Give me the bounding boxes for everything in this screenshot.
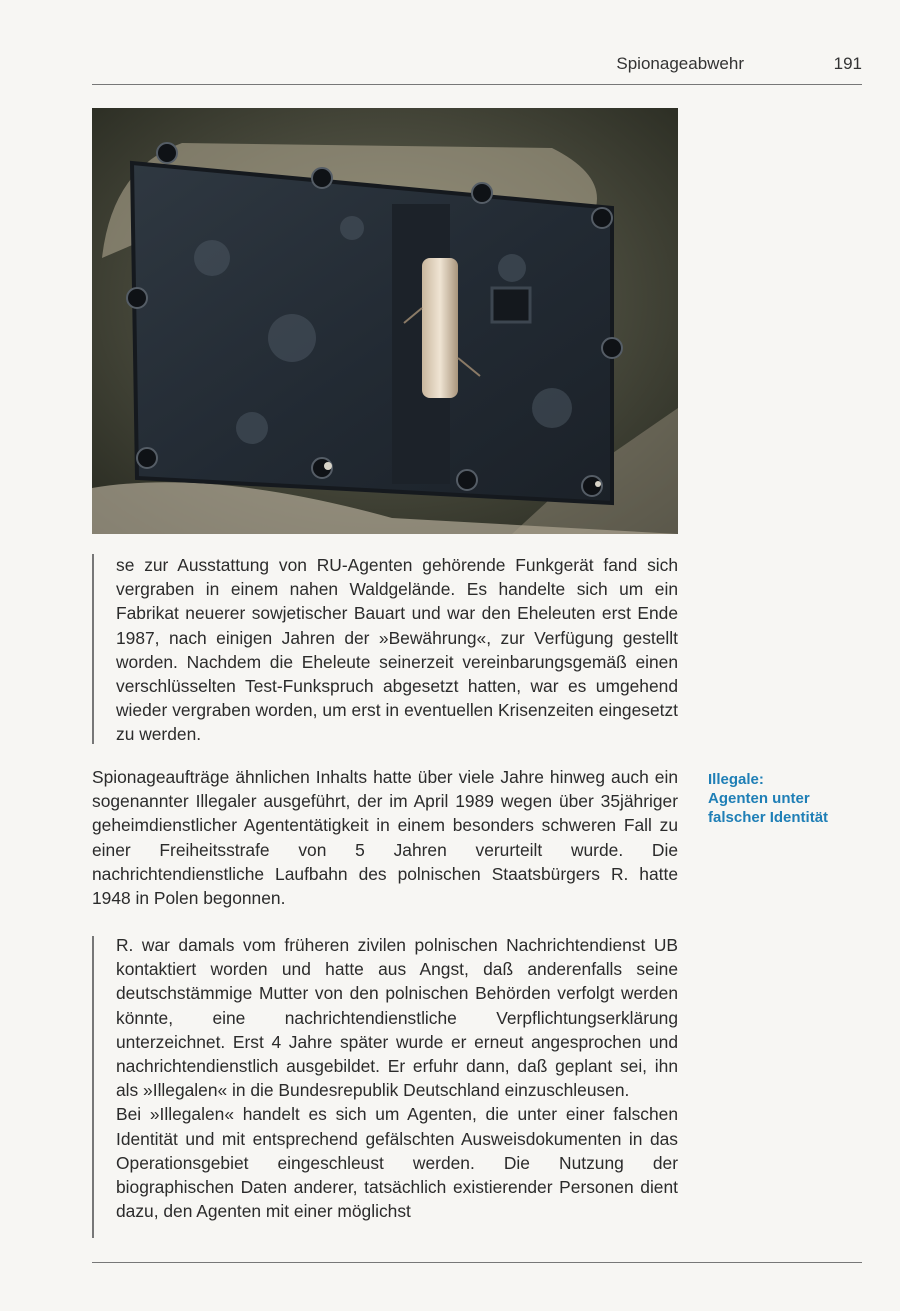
- running-header: [92, 50, 862, 85]
- margin-note-line-3: falscher Identität: [708, 809, 829, 826]
- radio-device-photo: [92, 108, 678, 534]
- paragraph-1-text: se zur Ausstattung von RU-Agenten gehörende Funkgerät fand sich vergraben in einem nahen Waldgelände. Es handelte sich um ein Fabrikat neuerer sowjetischer Bauart und war den Eheleuten erst Ende 1987, nach einigen Jahren der »Bewährung«, zur Verfügung gestellt worden. Nachdem die Eheleute seinerzeit vereinbarungsgemäß einen verschlüsselten Test-Funkspruch abgesetzt hatten, war es umgehend wieder vergraben worden, um erst in eventuellen Krisenzeiten eingesetzt zu werden.: [116, 555, 678, 745]
- running-title: Spionageabwehr: [616, 54, 744, 73]
- paragraph-2-text: Spionageaufträge ähnlichen Inhalts hatte über viele Jahre hinweg auch ein sogenannter Illegaler ausgeführt, der im April 1989 wegen über 35jähriger geheimdienstlicher Agententätigkeit in einem besonders schweren Fall zu einer Freiheitsstrafe von 5 Jahren verurteilt wurde. Die nachrichtendienstliche Laufbahn des polnischen Staatsbürgers R. hatte 1948 in Polen begonnen.: [92, 767, 678, 909]
- page-number: 191: [833, 54, 862, 73]
- paragraph-3-4: [116, 933, 678, 1223]
- paragraph-4-text: Bei »Illegalen« handelt es sich um Agenten, die unter einer falschen Identität und mit entsprechend gefälschten Ausweisdokumenten in das Operationsgebiet eingeschleust werden. Die Nutzung der biographischen Daten anderer, tatsächlich existierender Personen dient dazu, den Agenten mit einer möglichst: [116, 1104, 678, 1222]
- paragraph-1: [116, 553, 678, 747]
- footer-rule: [92, 1262, 862, 1263]
- margin-note-line-1: Illegale:: [708, 771, 764, 788]
- vertical-rule-1: [92, 554, 94, 744]
- paragraph-3-text: R. war damals vom früheren zivilen polnischen Nachrichtendienst UB kontaktiert worden und hatte aus Angst, daß anderenfalls seine deutschstämmige Mutter von den polnischen Behörden verfolgt werden könnte, eine nachrichtendienstliche Verpflichtungserklärung unterzeichnet. Erst 4 Jahre später wurde er erneut angesprochen und nachrichtendienstlich ausgebildet. Er erfuhr dann, daß geplant sei, ihn als »Illegalen« in die Bundesrepublik Deutschland einzuschleusen.: [116, 935, 678, 1101]
- paragraph-2: [92, 765, 678, 910]
- vertical-rule-2: [92, 936, 94, 1238]
- margin-note-line-2: Agenten unter: [708, 790, 810, 807]
- margin-note: [708, 770, 878, 827]
